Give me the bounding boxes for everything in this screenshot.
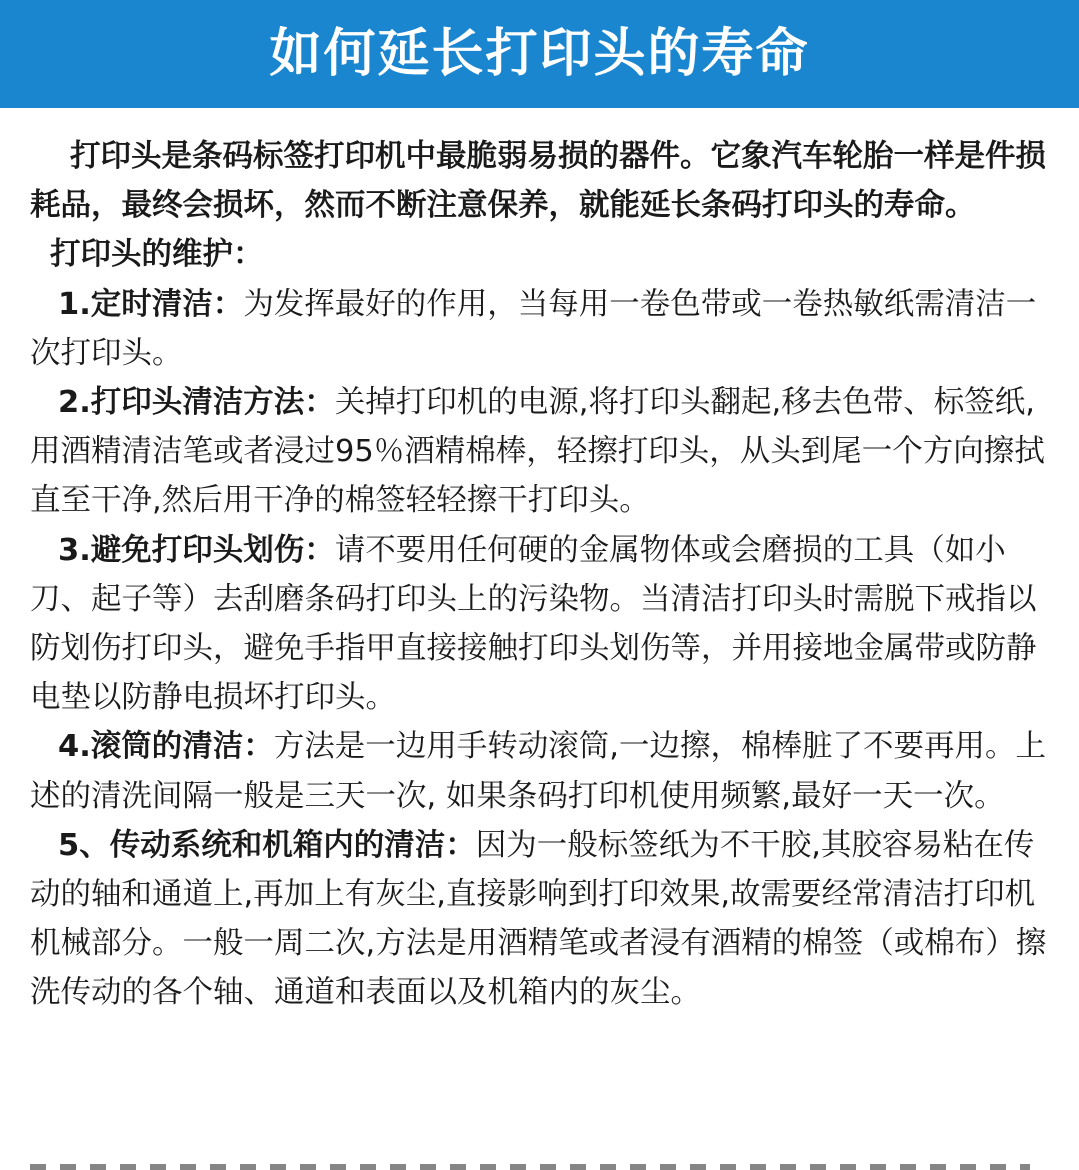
item-text: 方法是一边用手转动滚筒,一边擦，棉棒脏了不要再用。上述的清洗间隔一般是三天一次, 如果条码打印机使用频繁,最好一天一次。: [30, 729, 1047, 814]
partial-text-line: [30, 1164, 1030, 1170]
maintenance-item-4: [30, 722, 1055, 820]
title-banner: [0, 0, 1079, 108]
item-text: 因为一般标签纸为不干胶,其胶容易粘在传动的轴和通道上,再加上有灰尘,直接影响到打印效果,故需要经常清洁打印机机械部分。一般一周二次,方法是用酒精笔或者浸有酒精的棉签（或棉布）擦洗传动的各个轴、通道和表面以及机箱内的灰尘。: [30, 827, 1047, 1011]
intro-paragraph: 打印头是条码标签打印机中最脆弱易损的器件。它象汽车轮胎一样是件损耗品，最终会损坏，然而不断注意保养，就能延长条码打印头的寿命。: [30, 139, 1046, 224]
cut-off-next-line: [0, 1160, 1079, 1170]
item-text: 为发挥最好的作用，当每用一卷色带或一卷热敏纸需清洁一次打印头。: [30, 286, 1037, 371]
item-text: 关掉打印机的电源,将打印头翻起,移去色带、标签纸,用酒精清洁笔或者浸过95％酒精棉棒，轻擦打印头，从头到尾一个方向擦拭直至干净,然后用干净的棉签轻轻擦干打印头。: [30, 385, 1045, 519]
maintenance-item-3: [30, 526, 1055, 723]
item-label: 3.避免打印头划伤：: [58, 532, 335, 568]
item-label: 1.定时清洁：: [58, 286, 244, 322]
page-title: 如何延长打印头的寿命: [269, 24, 810, 84]
maintenance-item-5: [30, 821, 1055, 1018]
item-label: 5、传动系统和机箱内的清洁：: [58, 827, 476, 863]
article-body: [30, 132, 1055, 1018]
maintenance-item-1: [30, 280, 1055, 378]
item-label: 4.滚筒的清洁：: [58, 729, 274, 765]
maintenance-heading: 打印头的维护：: [50, 237, 264, 273]
item-label: 2.打印头清洁方法：: [58, 385, 335, 421]
item-text: 请不要用任何硬的金属物体或会磨损的工具（如小刀、起子等）去刮磨条码打印头上的污染物。当清洁打印头时需脱下戒指以防划伤打印头，避免手指甲直接接触打印头划伤等，并用接地金属带或防静电垫以防静电损坏打印头。: [30, 532, 1037, 716]
maintenance-item-2: [30, 378, 1055, 526]
